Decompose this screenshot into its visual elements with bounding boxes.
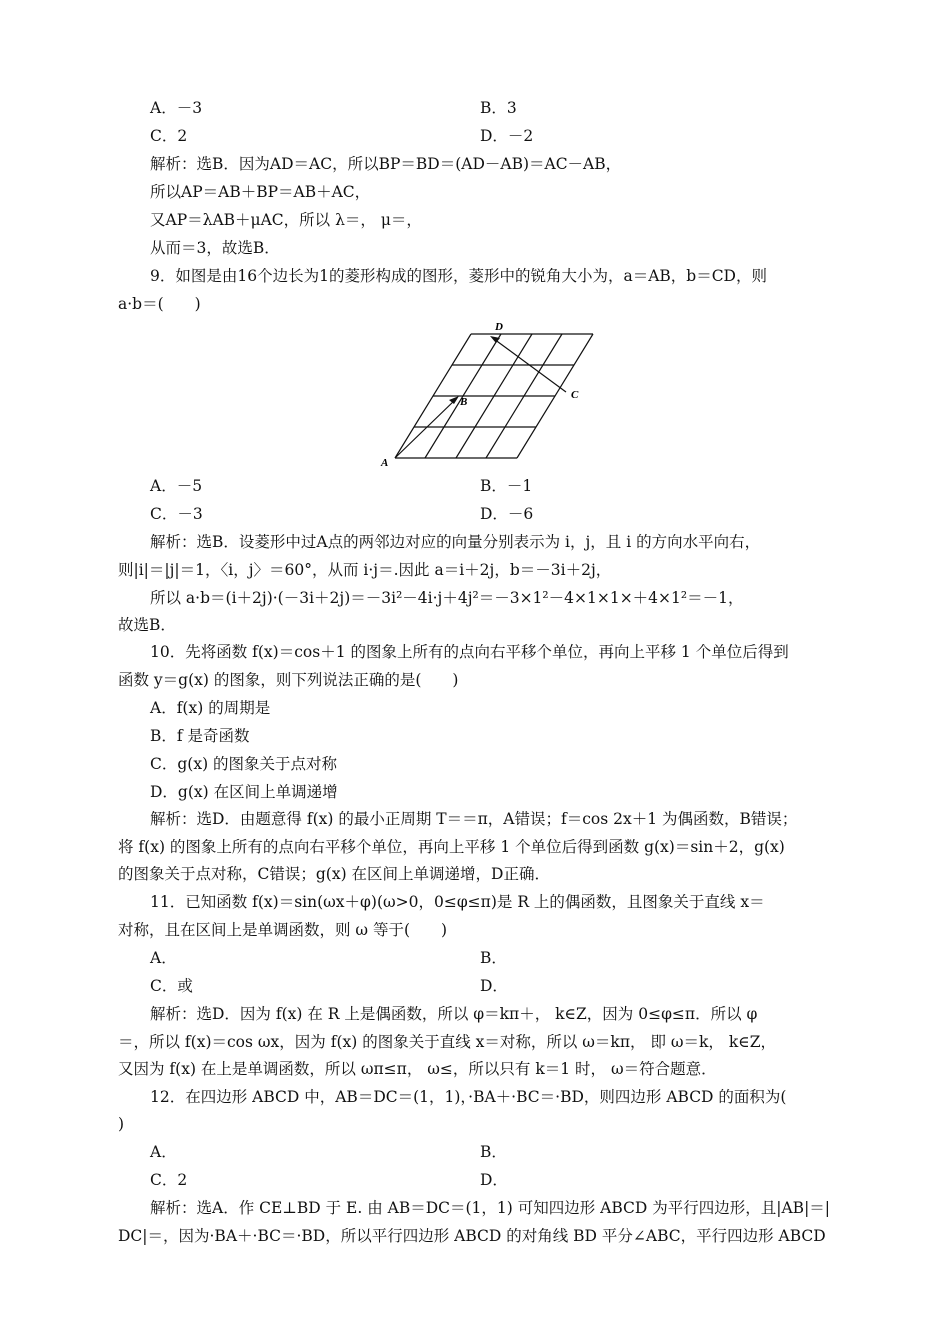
q12-option-c: C．2 [150, 1171, 188, 1189]
q12-solution-line-1: 解析：选A．作 CE⊥BD 于 E. 由 AB＝DC＝(1，1) 可知四边形 ABCD 为平行四边形，且|AB|＝| [150, 1199, 831, 1217]
q9-solution-line-3: 所以 a·b＝(i＋2j)·(－3i＋2j)＝－3i²－4i·j＋4j²＝－3×1²－4×1×1×＋4×1²＝－1， [150, 589, 744, 607]
q10-option-a: A．f(x) 的周期是 [150, 699, 271, 717]
q8-option-a: A．－3 [150, 99, 203, 117]
q10-option-b: B．f 是奇函数 [150, 727, 250, 745]
q12-option-a: A． [150, 1143, 177, 1161]
q12-option-d: D． [480, 1171, 508, 1189]
q9-option-d: D．－6 [480, 505, 534, 523]
q8-option-d: D．－2 [480, 127, 534, 145]
q8-solution-line-1: 解析：选B．因为AD＝AC，所以BP＝BD＝(AD－AB)＝AC－AB， [150, 155, 622, 173]
q9-solution-line-4: 故选B． [118, 616, 176, 634]
q11-option-b: B． [480, 949, 507, 967]
q10-stem-line-1: 10．先将函数 f(x)＝cos＋1 的图象上所有的点向右平移个单位，再向上平移 1 个单位后得到 [150, 643, 789, 661]
q12-solution-line-2: DC|＝，因为·BA＋·BC＝·BD，所以平行四边形 ABCD 的对角线 BD 平分∠ABC，平行四边形 ABCD [118, 1227, 826, 1245]
q8-solution-line-2: 所以AP＝AB＋BP＝AB＋AC， [150, 183, 371, 201]
q10-option-c: C．g(x) 的图象关于点对称 [150, 755, 338, 773]
q10-stem-line-2: 函数 y＝g(x) 的图象，则下列说法正确的是( ) [118, 671, 459, 689]
q9-solution-line-2: 则|i|＝|j|＝1，〈i，j〉＝60°，从而 i·j＝.因此 a＝i＋2j，b＝－3i＋2j， [118, 561, 612, 579]
q10-solution-line-3: 的图象关于点对称，C错误；g(x) 在区间上单调递增，D正确． [118, 865, 550, 883]
q11-solution-line-2: ＝，所以 f(x)＝cos ωx，因为 f(x) 的图象关于直线 x＝对称，所以 ω＝kπ， 即 ω＝k， k∈Z， [118, 1033, 776, 1051]
q9-stem-line-1: 9．如图是由16个边长为1的菱形构成的图形，菱形中的锐角大小为，a＝AB，b＝CD，则 [150, 267, 767, 285]
q9-option-b: B．－1 [480, 477, 533, 495]
q8-option-b: B．3 [480, 99, 517, 117]
q9-option-a: A．－5 [150, 477, 203, 495]
q10-solution-line-1: 解析：选D．由题意得 f(x) 的最小正周期 T＝＝π，A错误；f＝cos 2x＋1 为偶函数，B错误； [150, 810, 798, 828]
q9-solution-line-1: 解析：选B．设菱形中过A点的两邻边对应的向量分别表示为 i，j，且 i 的方向水平向右， [150, 533, 761, 551]
q9-stem-line-2: a·b＝( ) [118, 295, 201, 313]
q11-option-a: A． [150, 949, 177, 967]
q9-option-c: C．－3 [150, 505, 203, 523]
q12-stem-line-1: 12．在四边形 ABCD 中，AB＝DC＝(1，1)，·BA＋·BC＝·BD，则四边形 ABCD 的面积为( [150, 1088, 787, 1106]
q11-option-c: C．或 [150, 977, 193, 995]
q8-solution-line-3: 又AP＝λAB＋μAC，所以 λ＝， μ＝， [150, 211, 422, 229]
q11-solution-line-3: 又因为 f(x) 在上是单调函数，所以 ωπ≤π， ω≤，所以只有 k＝1 时， ω＝符合题意． [118, 1060, 717, 1078]
point-label-b: B [460, 396, 468, 408]
q8-solution-line-4: 从而＝3，故选B． [150, 239, 280, 257]
vector-a-arrowhead [449, 396, 459, 404]
q10-solution-line-2: 将 f(x) 的图象上所有的点向右平移个单位，再向上平移 1 个单位后得到函数 g(x)＝sin＋2，g(x) [118, 838, 785, 856]
point-label-d: D [495, 321, 503, 333]
rhombus-grid-figure [370, 315, 610, 475]
point-label-a: A [381, 457, 389, 469]
q12-option-b: B． [480, 1143, 507, 1161]
q10-option-d: D．g(x) 在区间上单调递增 [150, 783, 338, 801]
point-label-c: C [571, 389, 579, 401]
q11-stem-line-2: 对称，且在区间上是单调函数，则 ω 等于( ) [118, 921, 448, 939]
q11-option-d: D． [480, 977, 508, 995]
q8-option-c: C．2 [150, 127, 188, 145]
q12-stem-line-2: ) [118, 1115, 125, 1133]
q11-stem-line-1: 11．已知函数 f(x)＝sin(ωx＋φ)(ω>0，0≤φ≤π)是 R 上的偶函数，且图象关于直线 x＝ [150, 893, 765, 911]
q11-solution-line-1: 解析：选D．因为 f(x) 在 R 上是偶函数，所以 φ＝kπ＋， k∈Z，因为 0≤φ≤π．所以 φ [150, 1005, 758, 1023]
rhombus-grid-lines [395, 334, 593, 458]
